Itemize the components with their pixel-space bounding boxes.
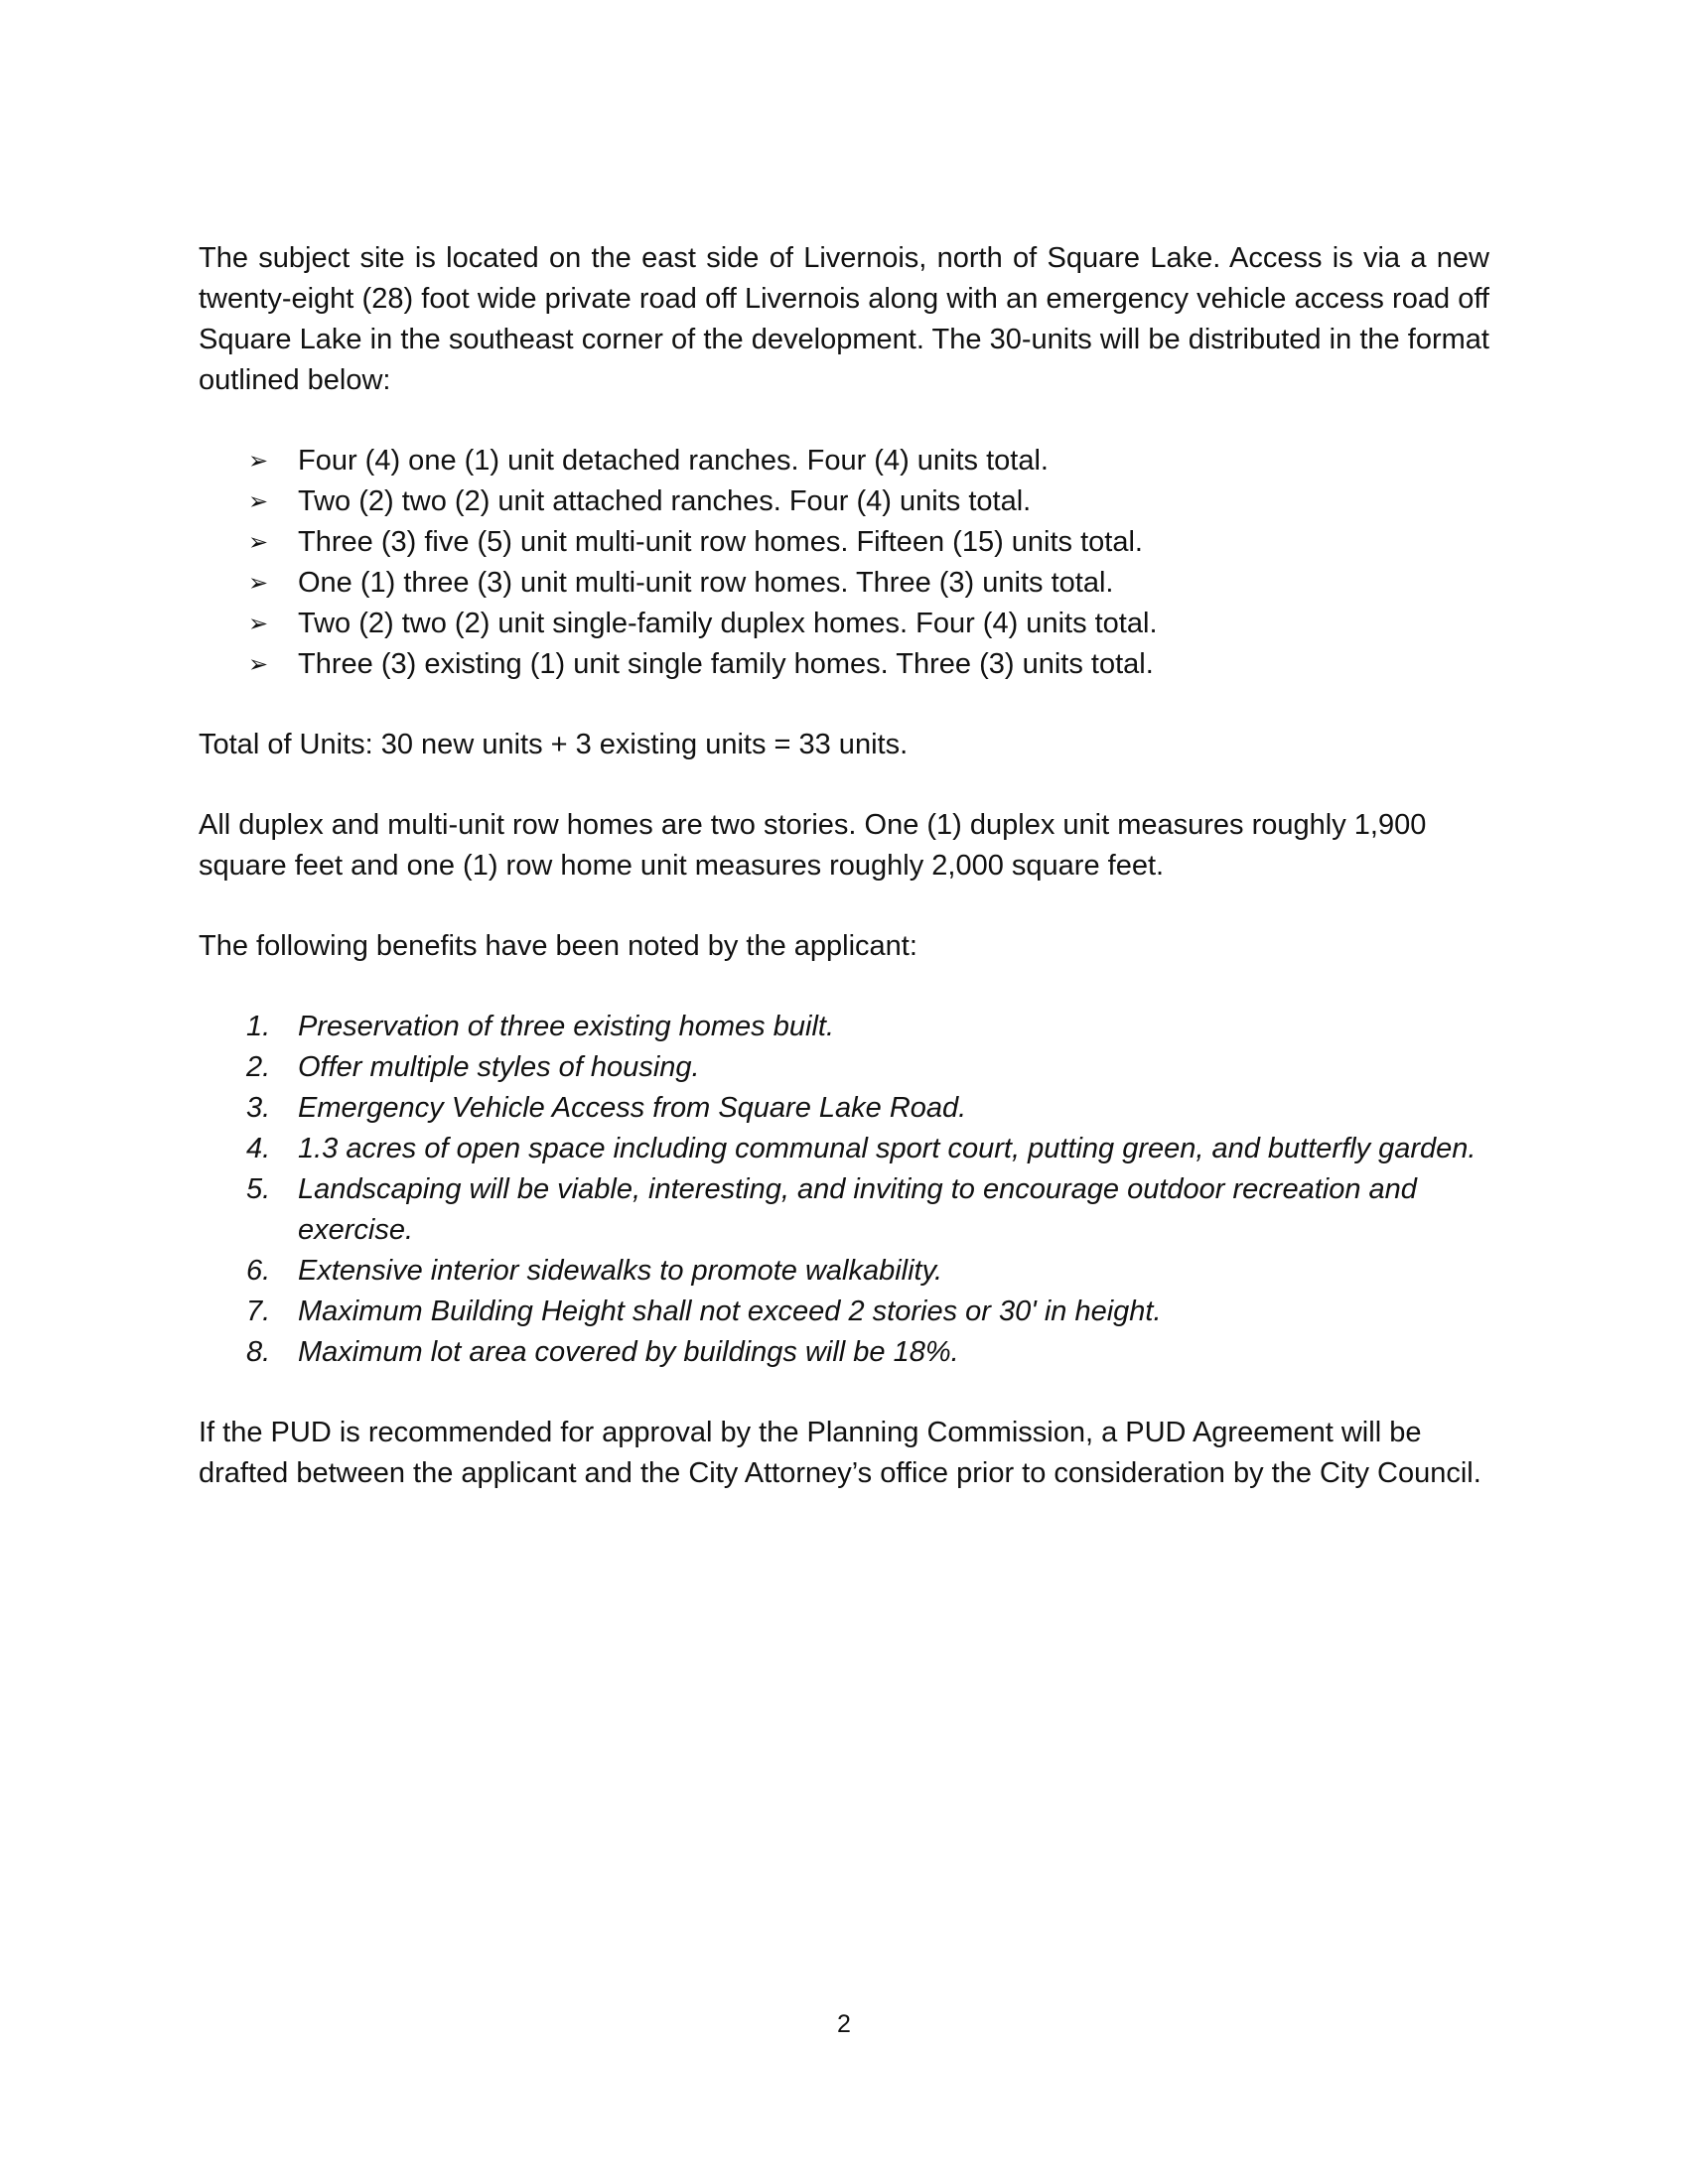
arrowhead-bullet-icon: ➢ [248,528,269,556]
list-item-text: Maximum lot area covered by buildings will be 18%. [298,1336,959,1368]
list-item [199,1129,1489,1169]
list-item-number: 6. [246,1255,271,1287]
list-item-number: 7. [246,1296,271,1327]
arrowhead-bullet-icon: ➢ [248,610,269,637]
list-item-text: One (1) three (3) unit multi-unit row homes. Three (3) units total. [298,567,1114,599]
list-item [199,563,1489,604]
list-item [199,481,1489,522]
arrowhead-bullet-icon: ➢ [248,447,269,475]
total-units-line: Total of Units: 30 new units + 3 existing units = 33 units. [199,729,909,760]
list-item [199,1088,1489,1129]
list-item [199,1251,1489,1292]
list-item [199,1292,1489,1332]
list-item [199,441,1489,481]
unit-distribution-list [199,441,1489,685]
list-item-number: 1. [246,1011,271,1042]
list-item [199,1332,1489,1373]
page-content [199,238,1489,1494]
list-item-text: Two (2) two (2) unit single-family duplex homes. Four (4) units total. [298,608,1158,639]
list-item-number: 3. [246,1092,271,1124]
list-item-number: 2. [246,1051,271,1083]
list-item-text: Emergency Vehicle Access from Square Lake Road. [298,1092,967,1124]
arrowhead-bullet-icon: ➢ [248,569,269,597]
page-number: 2 [837,2010,851,2038]
list-item [199,1169,1489,1251]
benefits-list [199,1007,1489,1373]
list-item-number: 5. [246,1173,271,1205]
list-item [199,604,1489,644]
list-item-text: Three (3) existing (1) unit single family homes. Three (3) units total. [298,648,1154,680]
list-item [199,1007,1489,1047]
list-item-text: Four (4) one (1) unit detached ranches. Four (4) units total. [298,445,1049,477]
list-item-text: Maximum Building Height shall not exceed 2 stories or 30' in height. [298,1296,1162,1327]
intro-paragraph: The subject site is located on the east side of Livernois, north of Square Lake. Access is via a new twenty-eight (28) foot wide private road off Livernois along with an emergency vehicle access road off Square Lake in the southeast corner of the development. The 30-units will be distributed in the format outlined below: [199,242,1489,396]
list-item-number: 4. [246,1133,271,1164]
list-item-text: Three (3) five (5) unit multi-unit row homes. Fifteen (15) units total. [298,526,1143,558]
arrowhead-bullet-icon: ➢ [248,650,269,678]
closing-paragraph: If the PUD is recommended for approval by the Planning Commission, a PUD Agreement will be drafted between the applicant and the City Attorney’s office prior to consideration by the City Council. [199,1417,1481,1489]
list-item-text: Offer multiple styles of housing. [298,1051,700,1083]
list-item-text: Landscaping will be viable, interesting, and inviting to encourage outdoor recreation and exercise. [298,1173,1417,1246]
list-item [199,644,1489,685]
list-item-text: Preservation of three existing homes built. [298,1011,834,1042]
list-item [199,1047,1489,1088]
list-item-text: Two (2) two (2) unit attached ranches. Four (4) units total. [298,485,1032,517]
list-item-text: Extensive interior sidewalks to promote walkability. [298,1255,943,1287]
benefits-intro: The following benefits have been noted by the applicant: [199,930,917,962]
unit-size-paragraph: All duplex and multi-unit row homes are two stories. One (1) duplex unit measures roughly 1,900 square feet and one (1) row home unit measures roughly 2,000 square feet. [199,809,1427,882]
arrowhead-bullet-icon: ➢ [248,487,269,515]
list-item-text: 1.3 acres of open space including communal sport court, putting green, and butterfly garden. [298,1133,1477,1164]
list-item [199,522,1489,563]
list-item-number: 8. [246,1336,271,1368]
